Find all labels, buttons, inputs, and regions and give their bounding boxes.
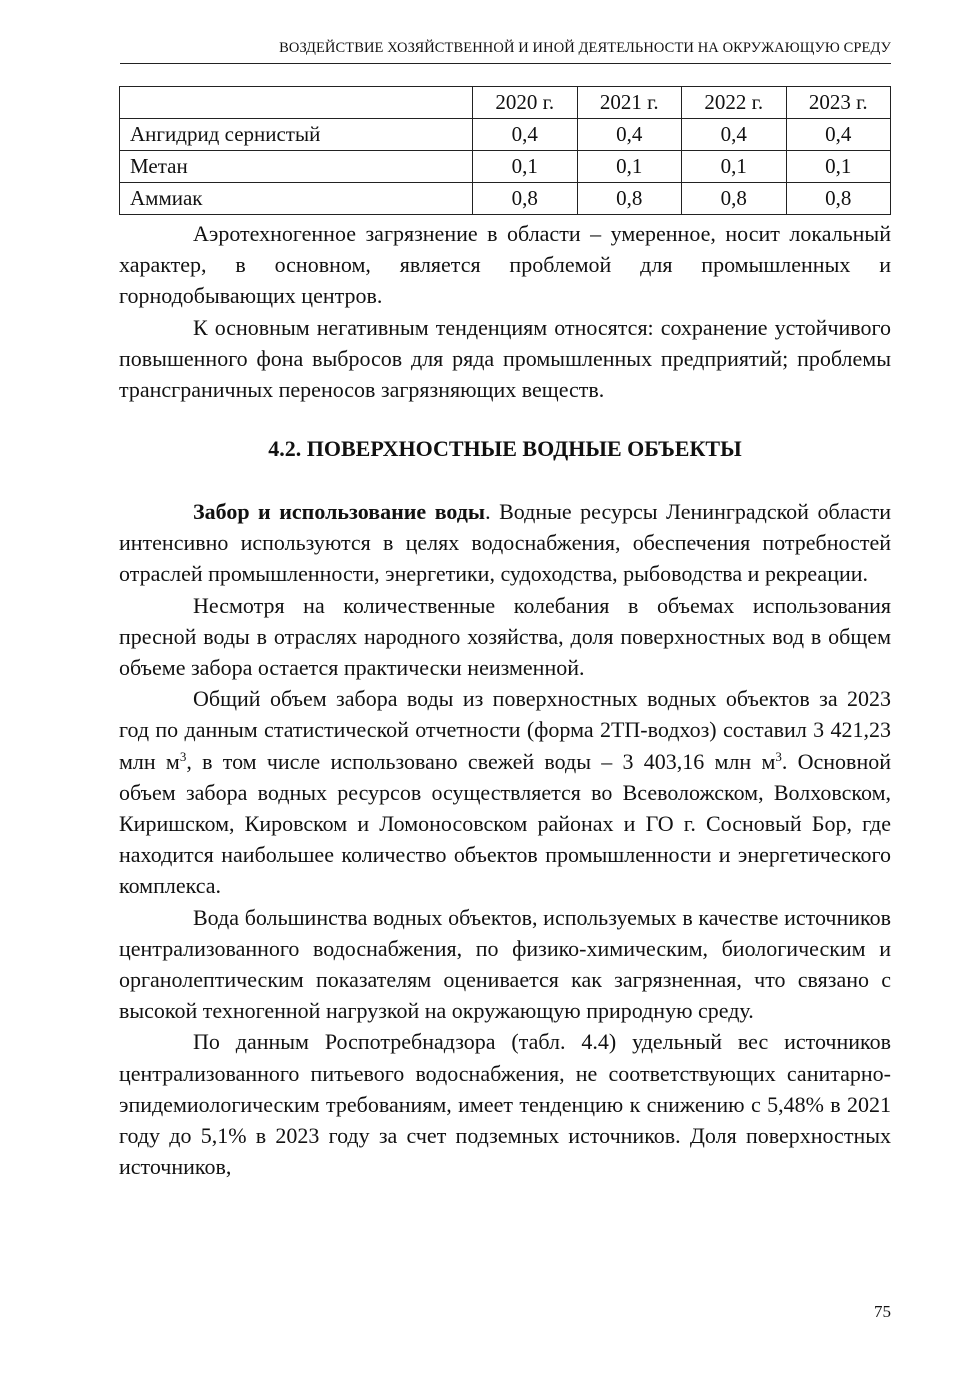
total-intake-text-1: Общий объем забора воды из поверхностных водных объектов за 2023 год по данным статистической отчетности (форма 2ТП-водхоз) составил 3 421,23 млн м xyxy=(119,686,891,774)
page-number: 75 xyxy=(874,1302,891,1321)
lead-rest-text: . Водные ресурсы Ленинградской области интенсивно используются в целях водоснабжения, обеспечения потребностей отраслей промышленности, энергетики, судоходства, рыбоводства и рекреации. xyxy=(119,499,891,587)
table-cell: 0,4 xyxy=(473,119,578,151)
table-cell: 0,4 xyxy=(577,119,682,151)
table-cell: 0,4 xyxy=(786,119,891,151)
paragraph-negative-trends: К основным негативным тенденциям относятся: сохранение устойчивого повышенного фона выбросов для ряда промышленных предприятий; проблемы трансграничных переносов загрязняющих веществ. xyxy=(119,314,891,403)
table-cell: 0,1 xyxy=(577,151,682,183)
paragraph-fresh-water-share: Несмотря на количественные колебания в объемах использования пресной воды в отраслях народного хозяйства, доля поверхностных вод в общем объеме забора остается практически неизменной. xyxy=(119,592,891,681)
table-row xyxy=(120,183,891,215)
table-cell: 0,8 xyxy=(682,183,787,215)
paragraph-water-quality: Вода большинства водных объектов, используемых в качестве источников централизованного водоснабжения, по физико-химическим, биологическим и органолептическим показателям оценивается как загрязненная, что связано с высокой техногенной нагрузкой на окружающую природную среду. xyxy=(119,904,891,1024)
table-header-cell: 2023 г. xyxy=(786,87,891,119)
intro-text-block xyxy=(119,218,891,405)
emissions-table xyxy=(119,86,891,215)
table-header-row xyxy=(120,87,891,119)
section-heading: 4.2. ПОВЕРХНОСТНЫЕ ВОДНЫЕ ОБЪЕКТЫ xyxy=(268,436,742,461)
table-cell: 0,1 xyxy=(473,151,578,183)
table-header-cell xyxy=(120,87,473,119)
total-intake-text-2: , в том числе использовано свежей воды – 3 403,16 млн м xyxy=(186,748,776,774)
paragraph-rospotrebnadzor: По данным Роспотребнадзора (табл. 4.4) удельный вес источников централизованного питьевого водоснабжения, не соответствующих санитарно-эпидемиологическим требованиям, имеет тенденцию к снижению с 5,48% в 2021 году до 5,1% в 2023 году за счет подземных источников. Доля поверхностных источников, xyxy=(119,1029,891,1180)
paragraph-total-intake xyxy=(119,683,891,901)
paragraph-air-pollution: Аэротехногенное загрязнение в области – умеренное, носит локальный характер, в основном, является проблемой для промышленных и горнодобывающих центров. xyxy=(119,221,891,309)
table-row-label: Метан xyxy=(120,151,473,183)
table-cell: 0,8 xyxy=(577,183,682,215)
total-intake-text-3: . Основной объем забора водных ресурсов осуществляется во Всеволожском, Волховском, Киришском, Кировском и Ломоносовском районах и ГО г. Сосновый Бор, где находится наибольшее количество объектов промышленности и энергетического комплекса. xyxy=(119,748,891,899)
lead-bold-phrase: Забор и использование воды xyxy=(193,499,486,524)
table-row-label: Аммиак xyxy=(120,183,473,215)
section-text-block xyxy=(119,496,891,1182)
table-header-cell: 2020 г. xyxy=(473,87,578,119)
cubic-superscript: 3 xyxy=(775,748,782,764)
table-cell: 0,8 xyxy=(473,183,578,215)
table-header-cell: 2021 г. xyxy=(577,87,682,119)
running-header: ВОЗДЕЙСТВИЕ ХОЗЯЙСТВЕННОЙ И ИНОЙ ДЕЯТЕЛЬНОСТИ НА ОКРУЖАЮЩУЮ СРЕДУ xyxy=(120,40,891,64)
cubic-superscript: 3 xyxy=(179,748,187,764)
table-cell: 0,4 xyxy=(682,119,787,151)
table-cell: 0,8 xyxy=(786,183,891,215)
table-row-label: Ангидрид сернистый xyxy=(120,119,473,151)
table-cell: 0,1 xyxy=(682,151,787,183)
table-header-cell: 2022 г. xyxy=(682,87,787,119)
table-row xyxy=(120,119,891,151)
paragraph-water-intake xyxy=(119,496,891,590)
table-row xyxy=(120,151,891,183)
table-cell: 0,1 xyxy=(786,151,891,183)
